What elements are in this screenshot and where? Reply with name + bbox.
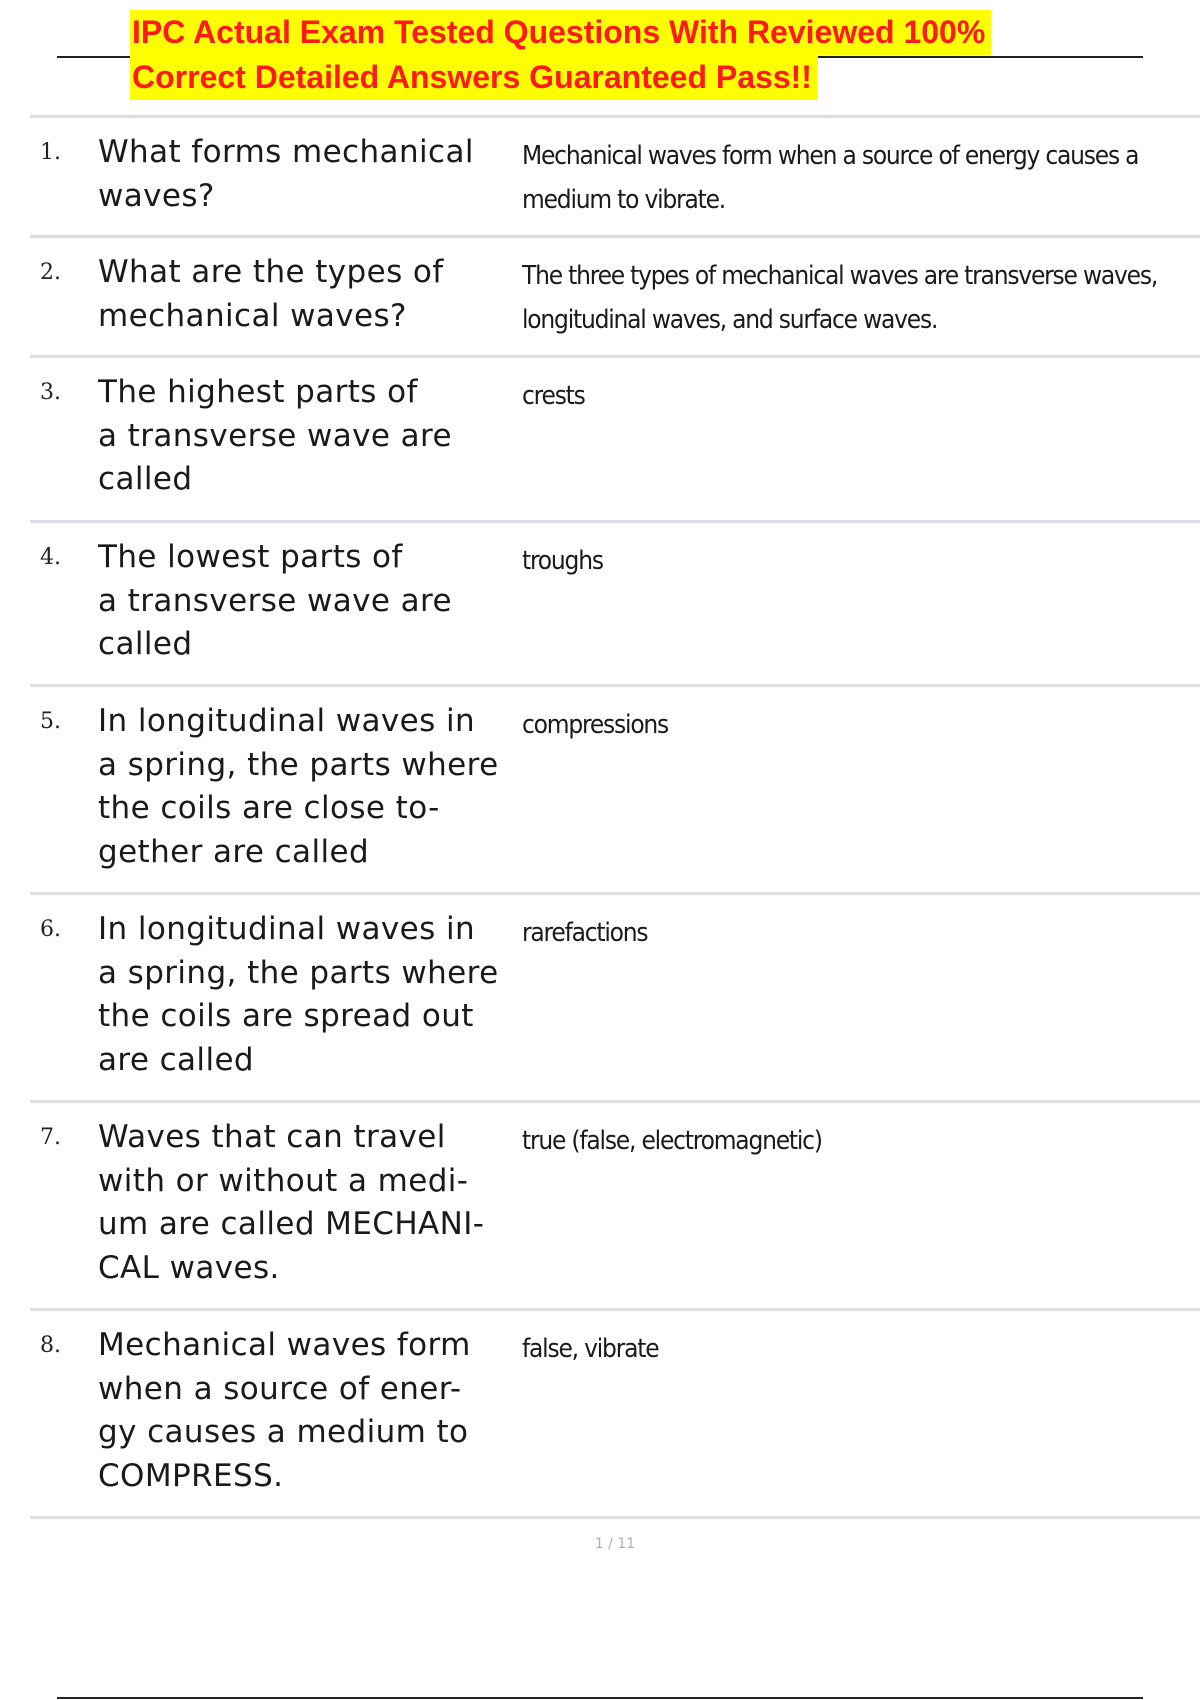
- document-title: [130, 10, 1090, 100]
- qa-row: [30, 358, 1200, 523]
- qa-row: [30, 687, 1200, 895]
- question-number: 1.: [40, 140, 61, 165]
- question-text: The highest parts of a transverse wave are called: [98, 374, 452, 497]
- question-number: 7.: [40, 1125, 61, 1150]
- question-text: Mechanical waves form when a source of ener- gy causes a medium to COMPRESS.: [98, 1327, 471, 1494]
- question-number: 2.: [40, 260, 61, 285]
- qa-row: [30, 895, 1200, 1103]
- question-number: 5.: [40, 709, 61, 734]
- question-text: Waves that can travel with or without a medi- um are called MECHANI- CAL waves.: [98, 1119, 485, 1286]
- qa-row: [30, 1311, 1200, 1519]
- answer-text: Mechanical waves form when a source of energy causes a medium to vibrate.: [522, 141, 1139, 215]
- question-text: What forms mechanical waves?: [98, 134, 474, 214]
- question-number: 8.: [40, 1333, 61, 1358]
- qa-row: [30, 118, 1200, 238]
- question-text: In longitudinal waves in a spring, the parts where the coils are close to- gether are called: [98, 703, 499, 870]
- answer-text: false, vibrate: [522, 1334, 659, 1364]
- qa-table: [30, 115, 1200, 1519]
- footer-rule: [57, 1697, 1143, 1699]
- qa-row: [30, 523, 1200, 687]
- question-text: In longitudinal waves in a spring, the parts where the coils are spread out are called: [98, 911, 499, 1078]
- question-number: 4.: [40, 545, 61, 570]
- title-line-2: Correct Detailed Answers Guaranteed Pass!!: [130, 55, 818, 100]
- question-number: 6.: [40, 917, 61, 942]
- question-text: The lowest parts of a transverse wave are called: [98, 539, 452, 662]
- qa-row: [30, 238, 1200, 358]
- answer-text: troughs: [522, 546, 603, 576]
- title-line-1: IPC Actual Exam Tested Questions With Reviewed 100%: [130, 10, 991, 55]
- page-number: 1 / 11: [594, 1536, 636, 1552]
- answer-text: crests: [522, 381, 585, 411]
- answer-text: compressions: [522, 710, 669, 740]
- document-header: [0, 0, 1200, 110]
- qa-row: [30, 1103, 1200, 1311]
- question-number: 3.: [40, 380, 61, 405]
- answer-text: rarefactions: [522, 918, 648, 948]
- answer-text: true (false, electromagnetic): [522, 1126, 822, 1156]
- question-text: What are the types of mechanical waves?: [98, 254, 444, 334]
- answer-text: The three types of mechanical waves are transverse waves, longitudinal waves, and surface waves.: [522, 261, 1158, 335]
